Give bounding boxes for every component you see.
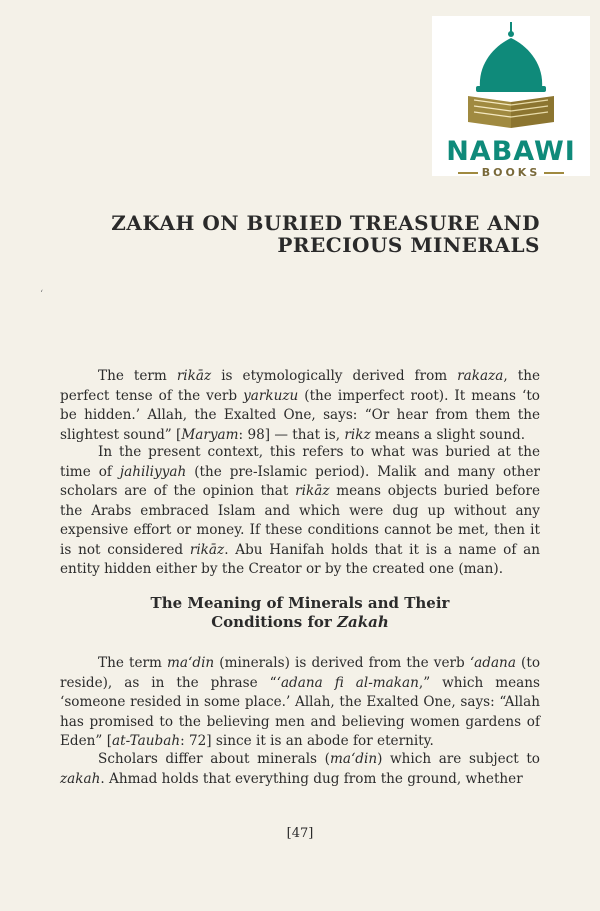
text-run: : 72] since it is an abode for eternity.	[180, 733, 434, 749]
section-heading	[60, 594, 540, 632]
publisher-logo	[432, 16, 590, 179]
section-heading-line-2: Conditions for Zakah	[211, 613, 389, 631]
text-run: (to reside), as in the phrase “	[60, 655, 541, 691]
text-run: ) which are subject to	[377, 751, 540, 767]
paragraph-2	[60, 443, 540, 580]
text-run: ma‘din	[167, 655, 215, 671]
chapter-title	[60, 212, 540, 256]
text-run: (the imperfect root). It means ‘to be hidden.’ Allah, the Exalted One, says: “Or hear from them the slightest sound” [	[60, 387, 540, 443]
paragraph-4	[60, 750, 540, 789]
text-run: The term	[98, 368, 177, 384]
text-run: yarkuzu	[243, 387, 299, 404]
text-run: jahiliyyah	[119, 463, 187, 480]
text-run: rikāz	[189, 541, 225, 558]
text-run: rakaza	[457, 368, 504, 384]
text-run: Scholars differ about minerals (	[98, 751, 330, 767]
text-run: . Abu Hanifah holds that it is a name of an entity hidden either by the Creator or by the created one (man).	[60, 541, 540, 577]
text-run: zakah	[60, 770, 101, 787]
text-run: The term	[98, 655, 168, 671]
text-run: rikz	[344, 426, 371, 443]
text-run: . Ahmad holds that everything dug from the ground, whether	[100, 770, 523, 787]
text-run: rikāz	[176, 368, 212, 384]
chapter-title-line-2: PRECIOUS MINERALS	[277, 233, 540, 257]
text-run: rikāz	[295, 483, 330, 499]
text-run: at-Taubah	[112, 733, 181, 749]
text-run: (the pre-Islamic period). Malik and many other scholars are of the opinion that	[60, 463, 541, 499]
text-run: Maryam	[181, 426, 239, 443]
section-heading-line-1: The Meaning of Minerals and Their	[150, 594, 450, 612]
logo-tagline: BOOKS	[432, 166, 590, 179]
text-run: means objects buried before the Arabs embraced Islam and which were dug up without any expensive effort or money. If these conditions cannot be met, then it is not considered	[60, 483, 540, 558]
text-run: ‘adana	[469, 655, 516, 671]
text-run: ‘adana fi al-makan	[276, 674, 419, 691]
chapter-title-line-1: ZAKAH ON BURIED TREASURE AND	[111, 211, 540, 235]
dome-book-icon	[432, 16, 590, 136]
paragraph-3	[60, 654, 540, 752]
text-run: means a slight sound.	[370, 426, 526, 443]
page-number: [47]	[286, 826, 314, 841]
text-run: is etymologically derived from	[211, 368, 458, 384]
text-run: (minerals) is derived from the verb	[214, 655, 470, 671]
text-run: : 98] — that is,	[238, 426, 345, 443]
text-run: , the perfect tense of the verb	[60, 368, 540, 404]
text-run: ma‘din	[329, 751, 378, 767]
text-run: In the present context, this refers to what was buried at the time of	[60, 444, 540, 480]
logo-wordmark: NABAWI	[446, 136, 576, 167]
text-run: ,” which means ‘someone resided in some place.’ Allah, the Exalted One, says: “Allah has promised to the believing men and believing women gardens of Eden” [	[60, 674, 540, 749]
stray-mark: ‘	[40, 289, 44, 300]
paragraph-1	[60, 367, 540, 445]
